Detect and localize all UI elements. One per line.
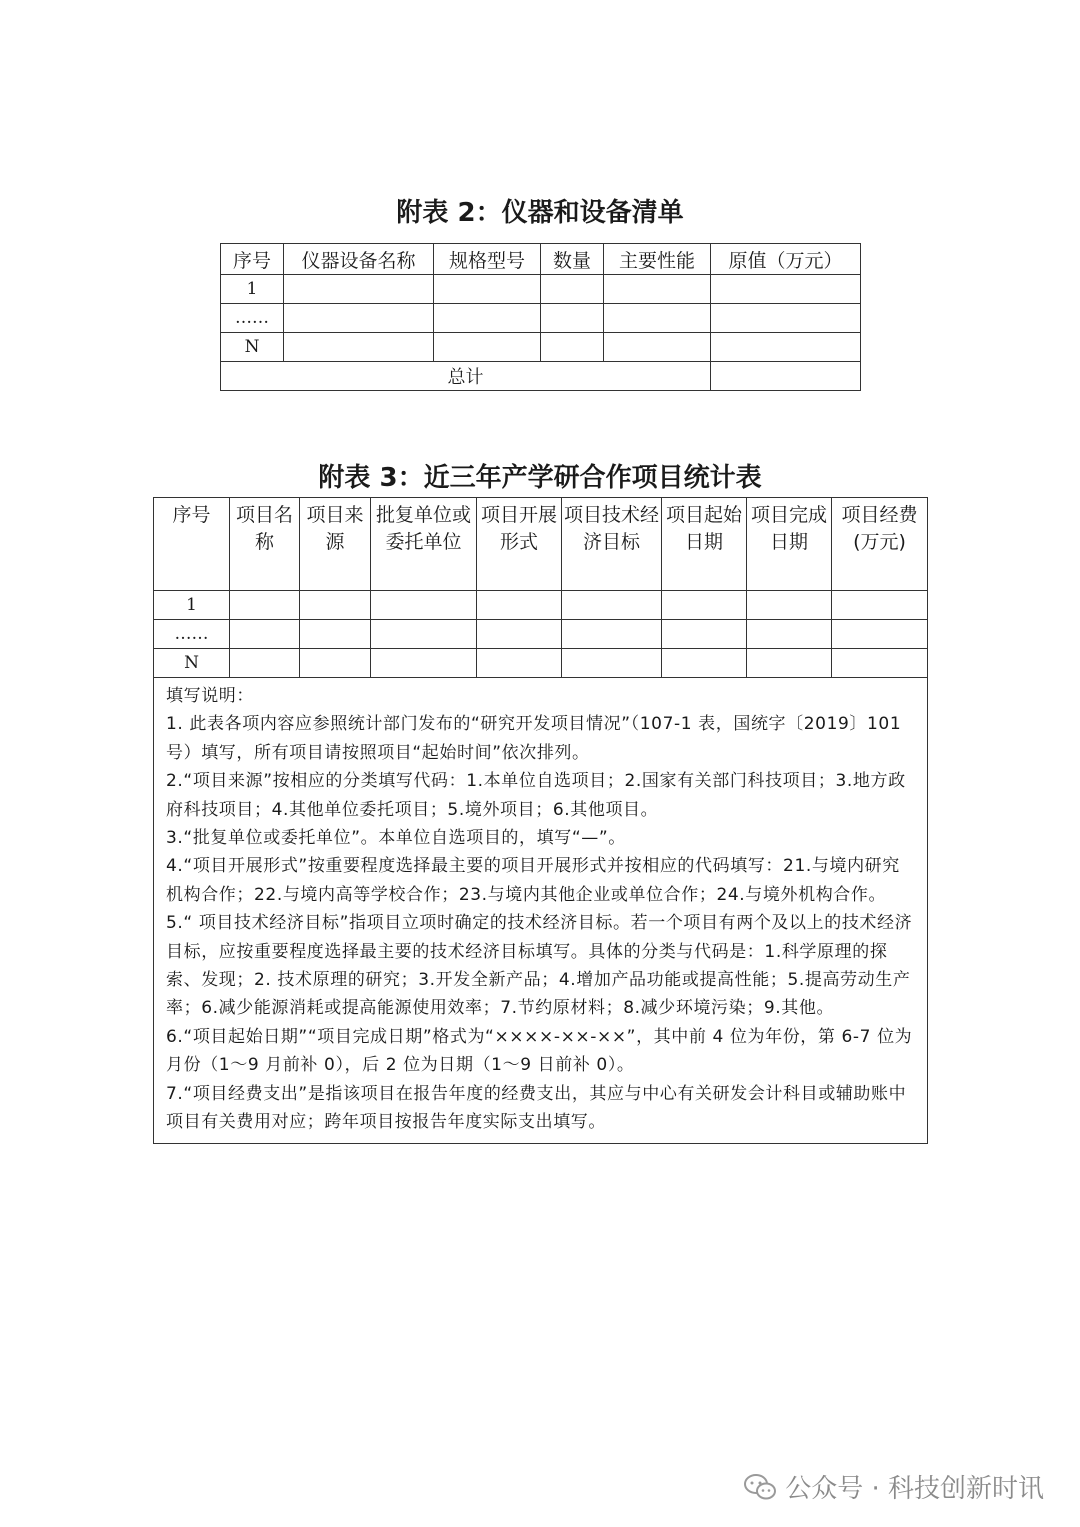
note-item: 2.“项目来源”按相应的分类填写代码：1.本单位自选项目；2.国家有关部门科技项目；3.地方政府科技项目；4.其他单位委托项目；5.境外项目；6.其他项目。	[166, 771, 906, 820]
header-cell: 项目名称	[230, 498, 300, 591]
watermark	[743, 1468, 1044, 1505]
empty-cell	[662, 591, 747, 620]
table3-title: 附表 3：近三年产学研合作项目统计表	[318, 463, 762, 493]
header-cell: 仪器设备名称	[284, 244, 434, 275]
empty-cell	[562, 591, 662, 620]
empty-cell	[604, 304, 711, 333]
row-index: ……	[154, 620, 230, 649]
empty-cell	[562, 620, 662, 649]
empty-cell	[230, 649, 300, 678]
empty-cell	[662, 649, 747, 678]
empty-cell	[832, 591, 928, 620]
table-row	[154, 649, 928, 678]
table-header-row	[221, 244, 861, 275]
empty-cell	[284, 333, 434, 362]
empty-cell	[434, 275, 541, 304]
empty-cell	[747, 620, 832, 649]
empty-cell	[541, 275, 604, 304]
empty-cell	[711, 333, 861, 362]
cooperation-projects-table	[153, 497, 928, 1144]
empty-cell	[230, 620, 300, 649]
table-row	[154, 620, 928, 649]
empty-cell	[832, 649, 928, 678]
header-cell: 主要性能	[604, 244, 711, 275]
header-cell: 项目完成日期	[747, 498, 832, 591]
notes-heading: 填写说明：	[166, 686, 254, 706]
header-cell: 批复单位或委托单位	[371, 498, 477, 591]
row-index: N	[154, 649, 230, 678]
total-label: 总计	[221, 362, 711, 391]
note-item: 7.“项目经费支出”是指该项目在报告年度的经费支出，其应与中心有关研发会计科目或辅助账中项目有关费用对应；跨年项目按报告年度实际支出填写。	[166, 1083, 907, 1133]
equipment-list-table	[220, 243, 861, 391]
wechat-icon	[743, 1472, 777, 1502]
note-item: 5.“ 项目技术经济目标”指项目立项时确定的技术经济目标。若一个项目有两个及以上的技术经济目标，应按重要程度选择最主要的技术经济目标填写。具体的分类与代码是：1.科学原理的探索、发现；2. 技术原理的研究；3.开发全新产品；4.增加产品功能或提高性能；5.提高劳动生产率；6.减少能源消耗或提高能源使用效率；7.节约原材料；8.减少环境污染；9.其他。	[166, 913, 913, 1019]
header-cell: 项目技术经济目标	[562, 498, 662, 591]
header-cell: 项目起始日期	[662, 498, 747, 591]
filling-instructions	[154, 678, 928, 1144]
header-cell: 项目开展形式	[477, 498, 562, 591]
empty-cell	[371, 591, 477, 620]
header-cell: 原值（万元）	[711, 244, 861, 275]
empty-cell	[300, 620, 371, 649]
empty-cell	[284, 275, 434, 304]
empty-cell	[284, 304, 434, 333]
empty-cell	[477, 620, 562, 649]
table-header-row	[154, 498, 928, 591]
header-cell: 序号	[154, 498, 230, 591]
empty-cell	[747, 591, 832, 620]
empty-cell	[371, 649, 477, 678]
empty-cell	[477, 649, 562, 678]
total-row	[221, 362, 861, 391]
table-row	[221, 304, 861, 333]
empty-cell	[434, 304, 541, 333]
empty-cell	[541, 304, 604, 333]
empty-cell	[711, 304, 861, 333]
empty-cell	[371, 620, 477, 649]
empty-cell	[662, 620, 747, 649]
table-row	[221, 333, 861, 362]
table-row	[221, 275, 861, 304]
note-item: 6.“项目起始日期”“项目完成日期”格式为“××××-××-××”，其中前 4 位为年份，第 6-7 位为月份（1～9 月前补 0），后 2 位为日期（1～9 日前补 0）。	[166, 1026, 913, 1076]
note-item: 4.“项目开展形式”按重要程度选择最主要的项目开展形式并按相应的代码填写：21.与境内研究机构合作；22.与境内高等学校合作；23.与境内其他企业或单位合作；24.与境外机构合作。	[166, 856, 900, 905]
empty-cell	[541, 333, 604, 362]
empty-cell	[300, 649, 371, 678]
total-value-cell	[711, 362, 861, 391]
empty-cell	[434, 333, 541, 362]
empty-cell	[711, 275, 861, 304]
header-cell: 规格型号	[434, 244, 541, 275]
row-index: ……	[221, 304, 284, 333]
row-index: 1	[154, 591, 230, 620]
header-cell: 数量	[541, 244, 604, 275]
table-row	[154, 591, 928, 620]
row-index: N	[221, 333, 284, 362]
empty-cell	[747, 649, 832, 678]
notes-row	[154, 678, 928, 1144]
empty-cell	[604, 333, 711, 362]
note-item: 3.“批复单位或委托单位”。本单位自选项目的，填写“—”。	[166, 828, 626, 849]
watermark-text: 公众号 · 科技创新时讯	[785, 1474, 1044, 1504]
header-cell: 序号	[221, 244, 284, 275]
empty-cell	[832, 620, 928, 649]
empty-cell	[562, 649, 662, 678]
header-cell: 项目经费(万元)	[832, 498, 928, 591]
header-cell: 项目来源	[300, 498, 371, 591]
empty-cell	[604, 275, 711, 304]
empty-cell	[477, 591, 562, 620]
note-item: 1. 此表各项内容应参照统计部门发布的“研究开发项目情况”（107-1 表，国统字〔2019〕101 号）填写，所有项目请按照项目“起始时间”依次排列。	[166, 714, 908, 763]
empty-cell	[230, 591, 300, 620]
row-index: 1	[221, 275, 284, 304]
empty-cell	[300, 591, 371, 620]
table2-title: 附表 2：仪器和设备清单	[396, 198, 684, 228]
